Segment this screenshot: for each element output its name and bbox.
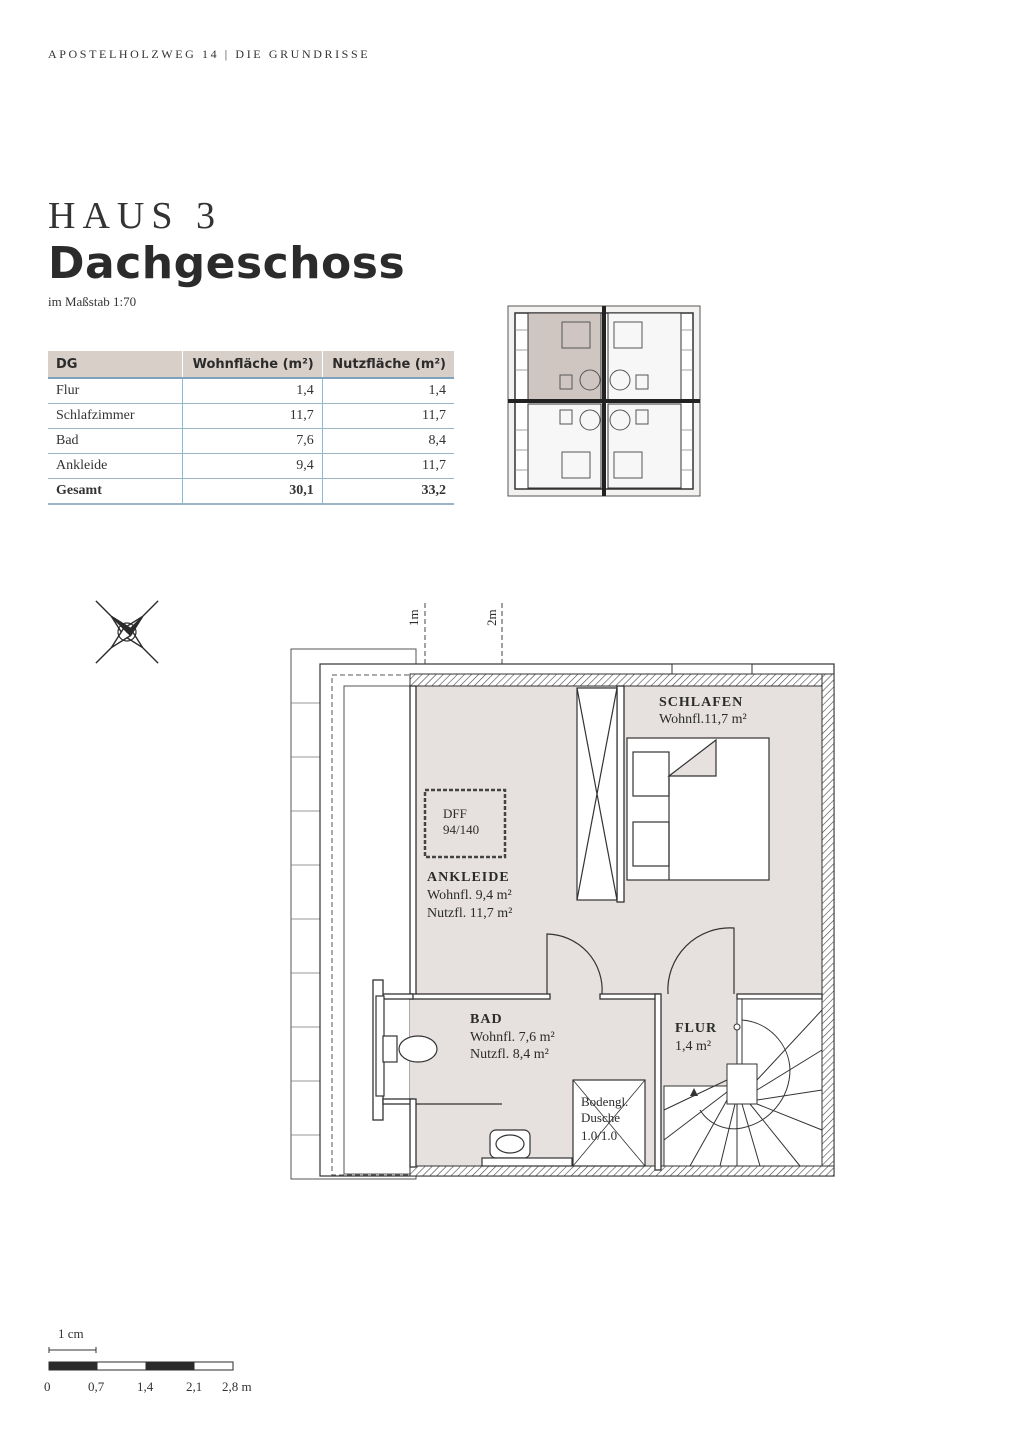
row-name: Bad bbox=[48, 429, 183, 454]
room-area-schlafen: Wohnfl.11,7 m² bbox=[659, 712, 747, 727]
window-label-size: 94/140 bbox=[443, 822, 480, 837]
room-name-ankleide: ANKLEIDE bbox=[427, 870, 510, 885]
row-name: Flur bbox=[48, 378, 183, 404]
row-wohnflaeche: 7,6 bbox=[183, 429, 323, 454]
room-wohnfl-ankleide: Wohnfl. 9,4 m² bbox=[427, 888, 512, 903]
table-header-dg: DG bbox=[48, 351, 183, 378]
row-wohnflaeche: 1,4 bbox=[183, 378, 323, 404]
row-nutzflaeche: 11,7 bbox=[322, 404, 454, 429]
compass-rose-icon bbox=[65, 570, 189, 694]
row-nutzflaeche: 8,4 bbox=[322, 429, 454, 454]
shower-label-type: Bodengl. bbox=[581, 1094, 629, 1109]
room-name-flur: FLUR bbox=[675, 1021, 718, 1036]
row-wohnflaeche: 11,7 bbox=[183, 404, 323, 429]
key-plan bbox=[508, 306, 700, 496]
row-name: Schlafzimmer bbox=[48, 404, 183, 429]
bed bbox=[627, 738, 769, 880]
scale-note: im Maßstab 1:70 bbox=[48, 294, 137, 309]
row-nutzflaeche: 11,7 bbox=[322, 454, 454, 479]
table-header-nutzflaeche: Nutzfläche (m²) bbox=[322, 351, 454, 378]
room-area-flur: 1,4 m² bbox=[675, 1039, 712, 1054]
total-name: Gesamt bbox=[48, 479, 183, 505]
header-section: DIE GRUNDRISSE bbox=[235, 47, 371, 61]
row-nutzflaeche: 1,4 bbox=[322, 378, 454, 404]
header-separator: | bbox=[224, 47, 230, 61]
floor-title: Dachgeschoss bbox=[48, 238, 406, 289]
height-mark-1m: 1m bbox=[406, 609, 421, 626]
shower-label-size: 1.0/1.0 bbox=[581, 1128, 618, 1143]
room-wohnfl-bad: Wohnfl. 7,6 m² bbox=[470, 1030, 555, 1045]
total-wohnflaeche: 30,1 bbox=[183, 479, 323, 505]
scale-tick-0: 0 bbox=[44, 1379, 51, 1394]
room-name-schlafen: SCHLAFEN bbox=[659, 695, 744, 710]
room-name-bad: BAD bbox=[470, 1012, 503, 1027]
scale-tick-2: 1,4 bbox=[137, 1379, 154, 1394]
scale-bar bbox=[44, 1322, 284, 1402]
header-project: APOSTELHOLZWEG 14 bbox=[48, 47, 220, 61]
window-label-type: DFF bbox=[443, 806, 467, 821]
total-nutzflaeche: 33,2 bbox=[322, 479, 454, 505]
scale-tick-4: 2,8 m bbox=[222, 1379, 252, 1394]
main-floor-plan bbox=[291, 603, 834, 1179]
scale-tick-1: 0,7 bbox=[88, 1379, 105, 1394]
room-nutzfl-ankleide: Nutzfl. 11,7 m² bbox=[427, 906, 513, 921]
house-title: HAUS 3 bbox=[48, 195, 222, 237]
table-header-wohnflaeche: Wohnfläche (m²) bbox=[183, 351, 323, 378]
scale-tick-3: 2,1 bbox=[186, 1379, 203, 1394]
row-name: Ankleide bbox=[48, 454, 183, 479]
room-nutzfl-bad: Nutzfl. 8,4 m² bbox=[470, 1047, 549, 1062]
shower-label-name: Dusche bbox=[581, 1110, 620, 1125]
wardrobe bbox=[577, 688, 617, 900]
row-wohnflaeche: 9,4 bbox=[183, 454, 323, 479]
scale-unit-label: 1 cm bbox=[58, 1326, 84, 1341]
height-mark-2m: 2m bbox=[484, 609, 499, 626]
